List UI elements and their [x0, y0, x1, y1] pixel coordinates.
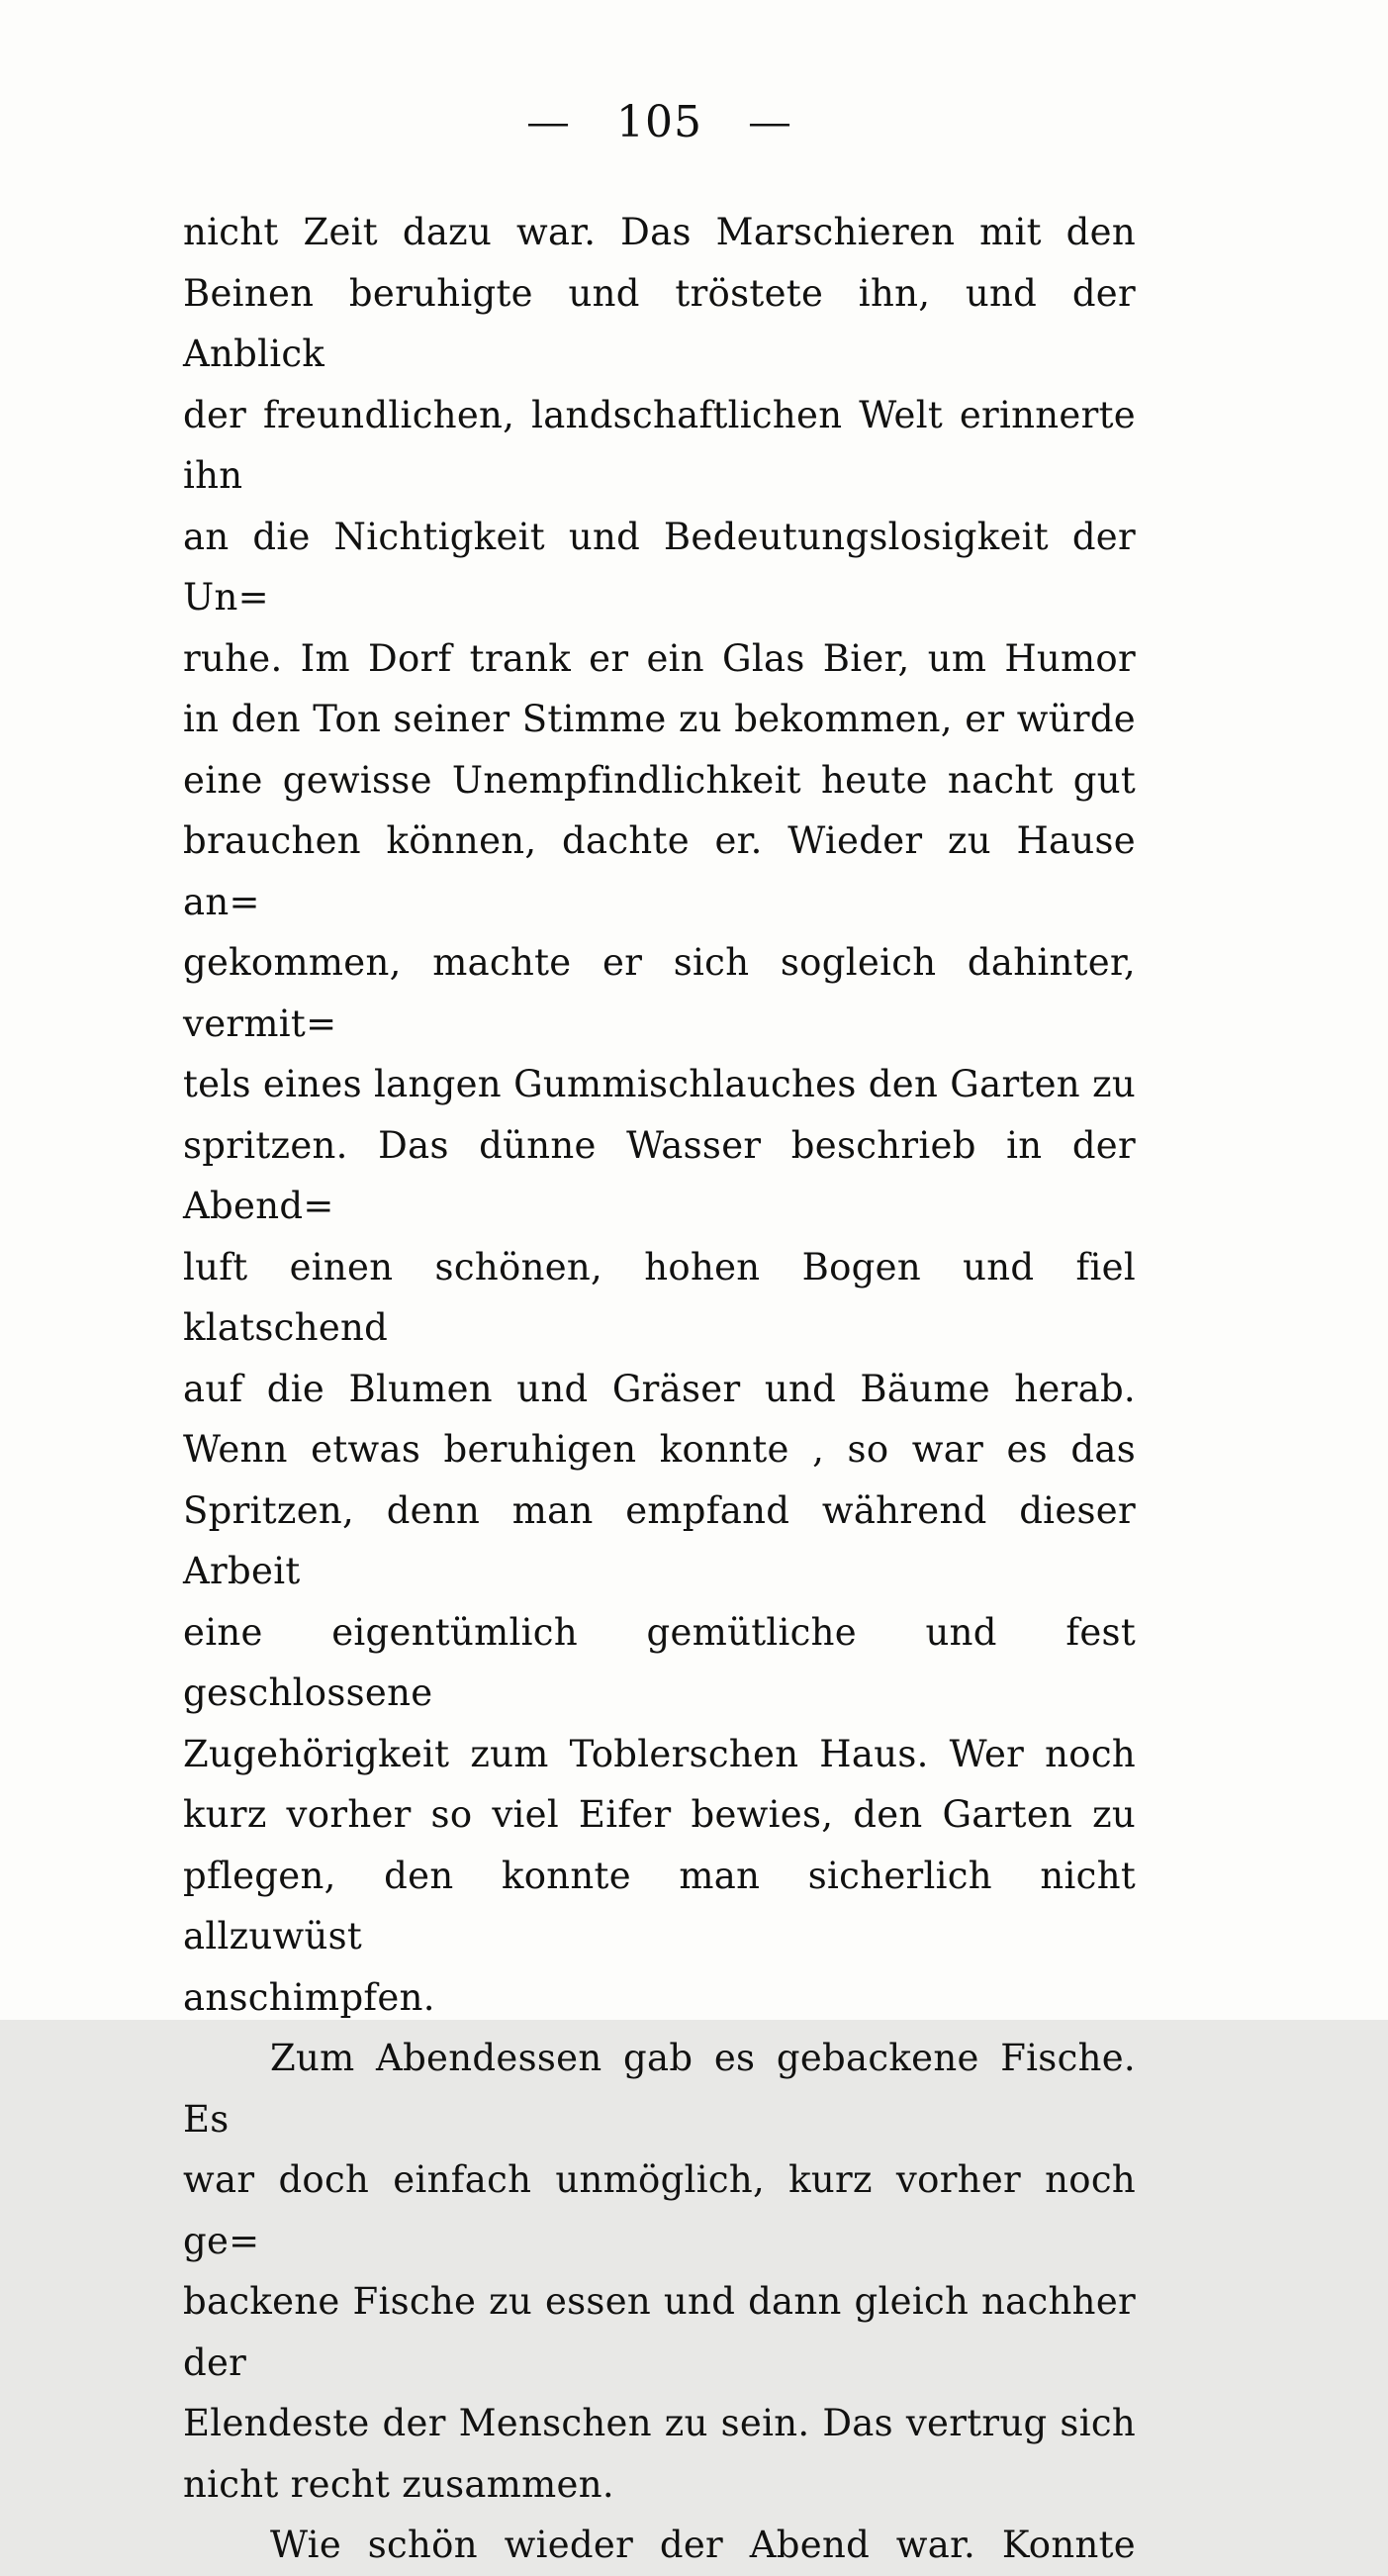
text-line: backene Fische zu essen und dann gleich nachher der	[183, 2280, 1136, 2384]
text-line: eine eigentümlich gemütliche und fest geschlossene	[183, 1610, 1136, 1714]
text-line: Elendeste der Menschen zu sein. Das vertrug sich	[183, 2402, 1136, 2444]
text-block	[183, 202, 1136, 2576]
text-line: gekommen, machte er sich sogleich dahinter, vermit=	[183, 941, 1136, 1045]
text-line: Wie schön wieder der Abend war. Konnte	[270, 2524, 1136, 2566]
text-line: luft einen schönen, hohen Bogen und fiel klatschend	[183, 1245, 1136, 1349]
text-line: Spritzen, denn man empfand während dieser Arbeit	[183, 1488, 1136, 1592]
text-line: in den Ton seiner Stimme zu bekommen, er würde	[183, 698, 1136, 740]
text-line: war doch einfach unmöglich, kurz vorher noch ge=	[183, 2158, 1136, 2262]
text-line: der freundlichen, landschaftlichen Welt erinnerte ihn	[183, 393, 1136, 497]
page-number: 105	[616, 97, 702, 147]
text-line: eine gewisse Unempfindlichkeit heute nacht gut	[183, 758, 1136, 802]
page-header	[183, 97, 1136, 147]
text-line: tels eines langen Gummischlauches den Garten zu	[183, 1063, 1136, 1105]
text-line: nicht Zeit dazu war. Das Marschieren mit den	[183, 211, 1136, 253]
text-line: Zugehörigkeit zum Toblerschen Haus. Wer noch	[183, 1732, 1136, 1775]
text-line: Zum Abendessen gab es gebackene Fische. Es	[183, 2037, 1136, 2141]
text-line: an die Nichtigkeit und Bedeutungslosigkeit der Un=	[183, 515, 1136, 619]
text-line: pflegen, den konnte man sicherlich nicht allzuwüst	[183, 1854, 1136, 1957]
text-line: Beinen beruhigte und tröstete ihn, und der Anblick	[183, 271, 1136, 375]
text-line: spritzen. Das dünne Wasser beschrieb in der Abend=	[183, 1123, 1136, 1227]
header-dash-left: —	[526, 99, 571, 145]
text-line: anschimpfen.	[183, 1975, 435, 2019]
text-line: nicht recht zusammen.	[183, 2462, 614, 2506]
text-line: Wenn etwas beruhigen konnte , so war es das	[183, 1428, 1136, 1471]
text-line: kurz vorher so viel Eifer bewies, den Garten zu	[183, 1793, 1136, 1836]
text-line: brauchen können, dachte er. Wieder zu Hause an=	[183, 819, 1136, 923]
text-line: ruhe. Im Dorf trank er ein Glas Bier, um Humor	[183, 636, 1136, 680]
header-dash-right: —	[747, 99, 792, 145]
text-line: auf die Blumen und Gräser und Bäume herab.	[183, 1367, 1136, 1410]
